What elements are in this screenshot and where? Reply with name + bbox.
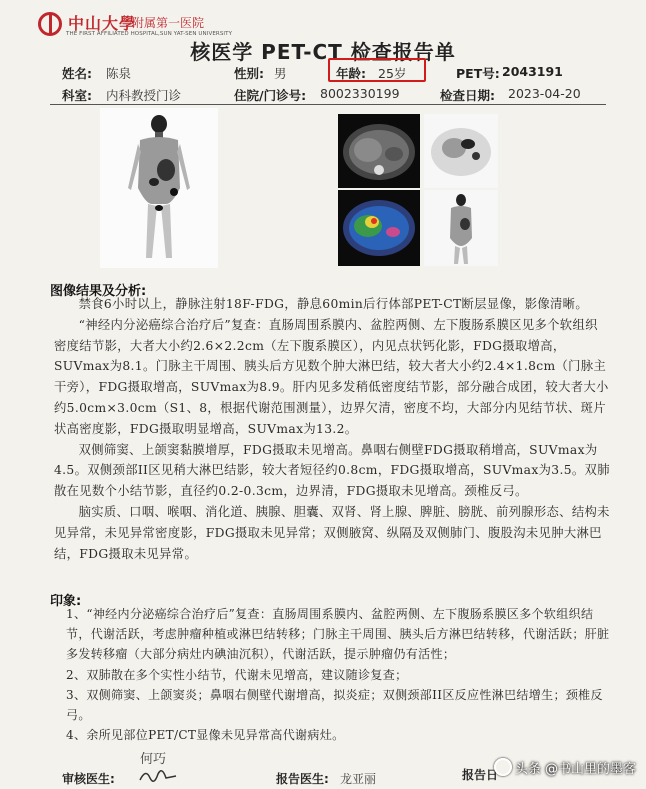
reviewer-name: 何巧 [140,752,167,767]
name-label: 姓名: [62,66,92,81]
impression-body [54,604,610,745]
patient-age: 25岁 [378,66,407,81]
pet-axial-image [424,114,498,188]
ct-axial-image [338,114,420,188]
patient-name: 陈泉 [106,66,132,81]
impression-item-1: 1、“神经内分泌癌综合治疗后”复查：直肠周围系膜内、盆腔两侧、左下腹肠系膜区多个软组织结节，代谢活跃，考虑肿瘤种植或淋巴结转移；门脉主干周围、胰头后方淋巴结转移，代谢活跃；肝脏多发转移瘤（大部分病灶内碘油沉积），代谢活跃，提示肿瘤仍有活性； [66,607,610,662]
inpatient-id: 8002330199 [320,86,400,101]
report-title: 核医学 PET-CT 检查报告单 [190,40,456,64]
pet-number: 2043191 [502,64,563,79]
findings-body [54,294,610,564]
patient-sex: 男 [274,66,287,81]
exam-date-label: 检查日期: [440,88,495,103]
dept-label: 科室: [62,88,92,103]
hospital-logo-icon [38,12,62,36]
findings-paragraph-3: 双侧筛窦、上颌窦黏膜增厚，FDG摄取未见增高。鼻咽右侧壁FDG摄取稍增高，SUVmax为4.5。双侧颈部II区见稍大淋巴结影，较大者短径约0.8cm，FDG摄取增高，SUVmax为3.5。双肺散在见数个小结节影，直径约0.2-0.3cm，边界清，FDG摄取未见增高。颈椎反弓。 [54,442,610,499]
hospital-name: 中山大學 [68,14,137,33]
watermark-logo-icon [494,758,512,776]
ct-scan-image [338,114,420,188]
sex-label: 性别: [234,66,264,81]
watermark [494,758,636,777]
hospital-subname: 附属第一医院 [132,16,205,30]
reviewer-signature-icon [138,766,178,786]
findings-paragraph-4: 脑实质、口咽、喉咽、消化道、胰腺、胆囊、双肾、肾上腺、脾脏、膀胱、前列腺形态、结构未见异常，未见异常密度影，FDG摄取未见异常；双侧腋窝、纵隔及双侧肺门、腹股沟未见肿大淋巴结，FDG摄取未见异常。 [54,504,610,561]
report-date-label: 报告日 [462,768,499,782]
small-mip-image [424,190,498,266]
impression-item-4: 4、余所见部位PET/CT显像未见异常高代谢病灶。 [66,728,345,743]
mip-small-image [424,190,498,266]
exam-date: 2023-04-20 [508,86,581,101]
findings-paragraph-1: 禁食6小时以上，静脉注射18F-FDG，静息60min后行体部PET-CT断层显像，影像清晰。 [78,297,588,311]
impression-heading: 印象: [50,594,82,609]
findings-heading: 图像结果及分析: [50,284,147,299]
pet-label: PET号: [456,66,500,81]
pet-ct-fusion-image [338,190,420,266]
reporter-name: 龙亚丽 [340,772,377,786]
findings-paragraph-2: “神经内分泌癌综合治疗后”复查：直肠周围系膜内、盆腔两侧、左下腹肠系膜区见多个软组织密度结节影，大者大小约2.6×2.2cm（左下腹系膜区），内见点状钙化影，FDG摄取增高，SUVmax为8.1。门脉主干周围、胰头后方见数个肿大淋巴结，较大者大小约2.4×1.8cm（门脉主干旁），FDG摄取增高，SUVmax为8.9。肝内见多发稍低密度结节影，部分融合成团，较大者大小约5.0cm×3.0cm（S1、8，根据代谢范围测量），边界欠清，密度不均，大部分内见结节状、斑片状高密度影，FDG摄取明显增高，SUVmax为13.2。 [54,317,609,436]
fusion-image [338,190,420,266]
pet-scan-image [424,114,498,188]
header-divider [50,104,606,105]
reviewer-label: 审核医生: [62,772,115,786]
inpatient-id-label: 住院/门诊号: [234,88,307,103]
age-label: 年龄: [336,66,366,81]
whole-body-mip-image [100,108,218,268]
mip-image-panel [100,108,218,268]
hospital-name-en: THE FIRST AFFILIATED HOSPITAL,SUN YAT-SEN UNIVERSITY [66,31,233,37]
watermark-text: 头条 @书山里的墨客 [514,762,636,777]
impression-item-3: 3、双侧筛窦、上颌窦炎；鼻咽右侧壁代谢增高，拟炎症；双侧颈部II区反应性淋巴结增生；颈椎反弓。 [66,687,603,723]
department: 内科教授门诊 [106,88,182,103]
impression-item-2: 2、双肺散在多个实性小结节，代谢未见增高，建议随诊复查； [66,667,408,682]
reporter-label: 报告医生: [276,772,329,786]
